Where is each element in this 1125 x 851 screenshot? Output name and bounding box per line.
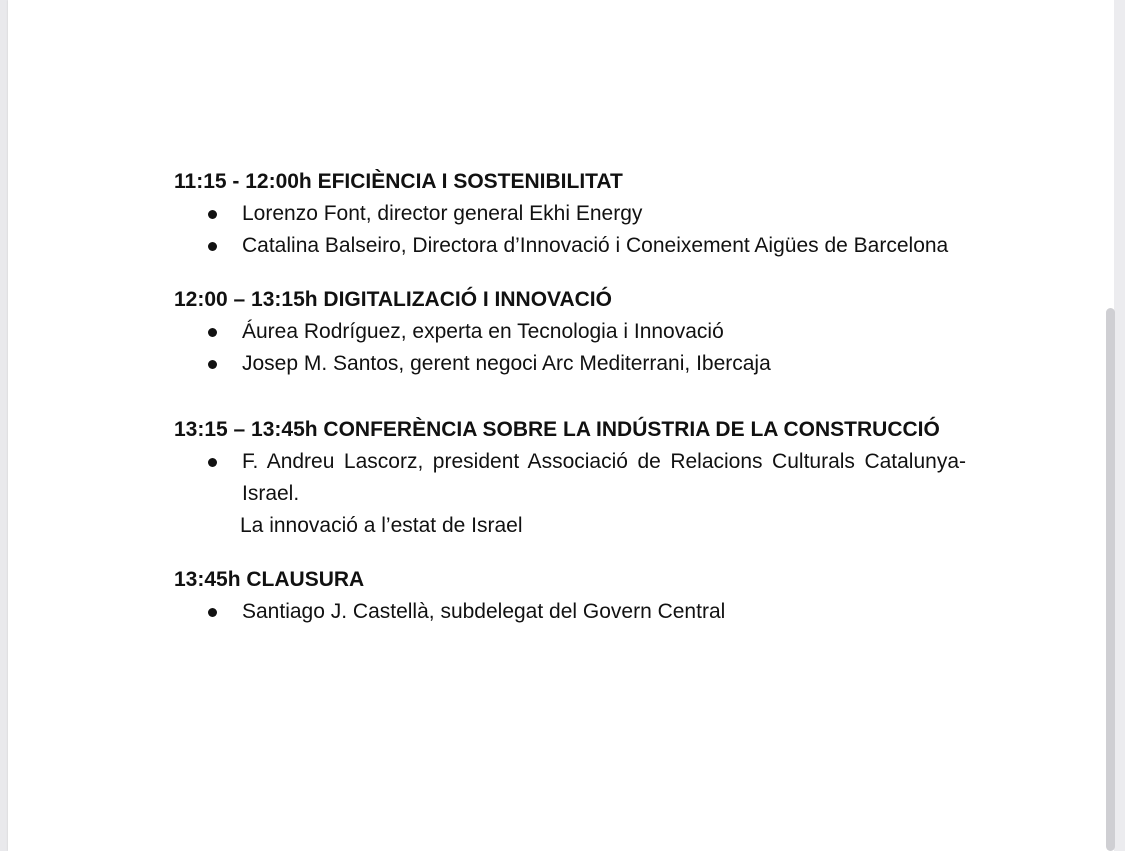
list-item: [174, 348, 966, 380]
speaker-list: [174, 596, 966, 628]
speaker-text: Lorenzo Font, director general Ekhi Energy: [242, 202, 643, 225]
list-item: [174, 596, 966, 628]
bullet-icon: [208, 458, 217, 467]
section-heading: 12:00 – 13:15h DIGITALIZACIÓ I INNOVACIÓ: [174, 288, 612, 311]
talk-title: La innovació a l’estat de Israel: [240, 514, 523, 537]
agenda-section: [174, 166, 966, 262]
bullet-icon: [208, 210, 217, 219]
bullet-icon: [208, 328, 217, 337]
agenda-content: [174, 166, 966, 650]
bullet-icon: [208, 242, 217, 251]
speaker-text: Josep M. Santos, gerent negoci Arc Mediterrani, Ibercaja: [242, 352, 771, 375]
speaker-list: [174, 446, 966, 542]
scrollbar-thumb[interactable]: [1106, 308, 1115, 851]
speaker-list: [174, 198, 966, 262]
agenda-section: [174, 564, 966, 628]
speaker-text: Áurea Rodríguez, experta en Tecnologia i Innovació: [242, 320, 724, 343]
agenda-section: [174, 284, 966, 380]
speaker-list: [174, 316, 966, 380]
scrollbar-track[interactable]: [1114, 0, 1125, 851]
agenda-section: [174, 414, 966, 542]
document-page: [8, 0, 1114, 851]
list-item: [174, 316, 966, 348]
list-item: [174, 446, 966, 542]
list-item: [174, 198, 966, 230]
speaker-text: Santiago J. Castellà, subdelegat del Govern Central: [242, 600, 726, 623]
section-heading: 13:45h CLAUSURA: [174, 568, 365, 591]
list-item: [174, 230, 966, 262]
speaker-text: F. Andreu Lascorz, president Associació de Relacions Culturals Catalunya-Israel.: [242, 450, 966, 505]
bullet-icon: [208, 608, 217, 617]
speaker-text: Catalina Balseiro, Directora d’Innovació i Coneixement Aigües de Barcelona: [242, 234, 949, 257]
section-heading: 11:15 - 12:00h EFICIÈNCIA I SOSTENIBILITAT: [174, 170, 623, 193]
section-heading: 13:15 – 13:45h CONFERÈNCIA SOBRE LA INDÚSTRIA DE LA CONSTRUCCIÓ: [174, 418, 940, 441]
bullet-icon: [208, 360, 217, 369]
